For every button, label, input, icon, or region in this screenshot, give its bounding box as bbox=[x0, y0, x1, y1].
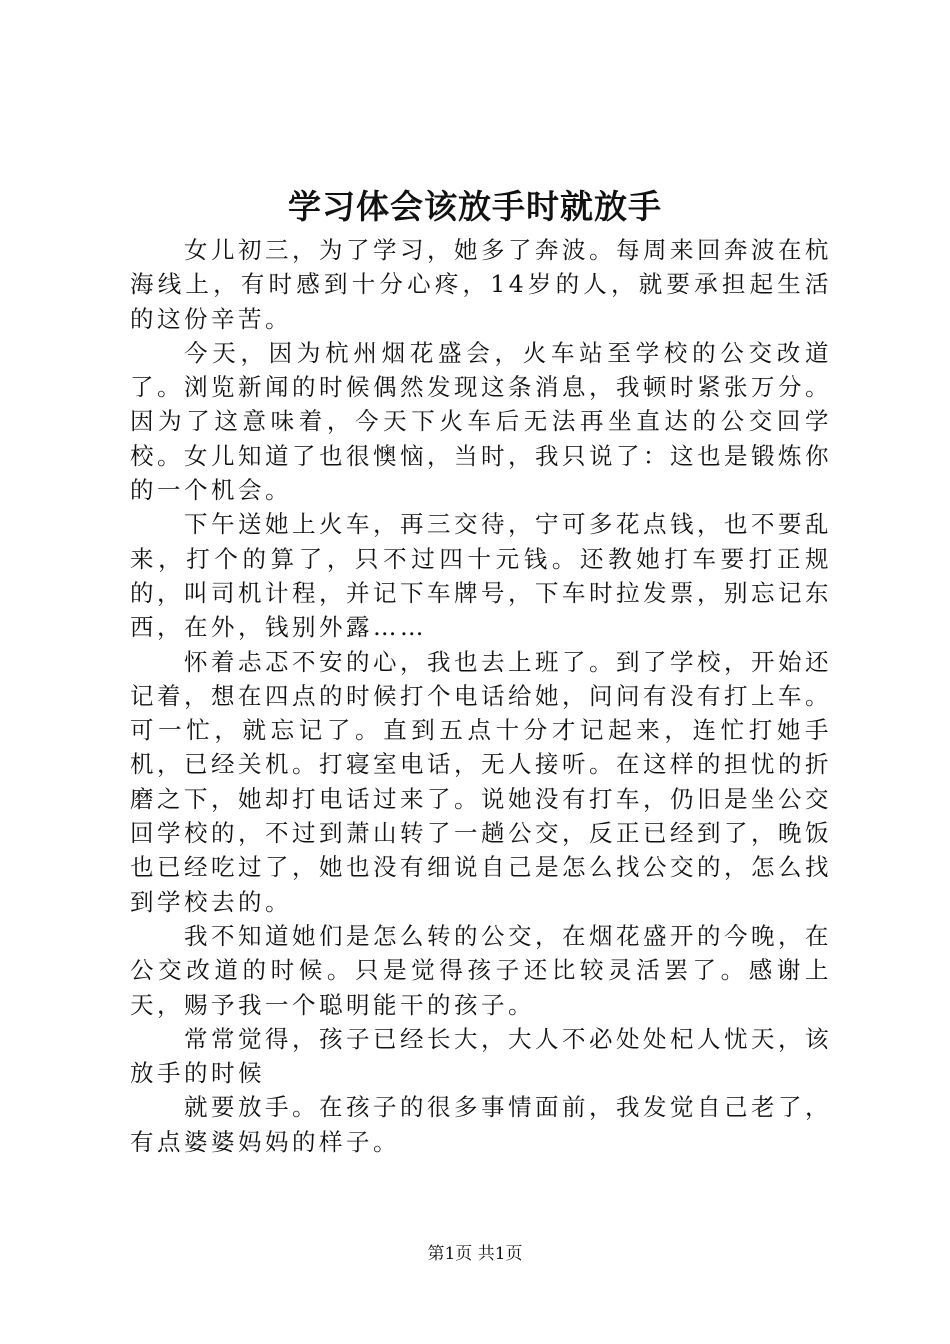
document-body bbox=[130, 233, 832, 1159]
paragraph-5: 我不知道她们是怎么转的公交，在烟花盛开的今晚，在公交改道的时候。只是觉得孩子还比较灵活罢了。感谢上天，赐予我一个聪明能干的孩子。 bbox=[130, 921, 832, 1019]
page-footer: 第1页 共1页 bbox=[427, 1244, 523, 1264]
document-title: 学习体会该放手时就放手 bbox=[288, 187, 662, 226]
paragraph-4: 怀着忐忑不安的心，我也去上班了。到了学校，开始还记着，想在四点的时候打个电话给她，问问有没有打上车。可一忙，就忘记了。直到五点十分才记起来，连忙打她手机，已经关机。打寝室电话，无人接听。在这样的担忧的折磨之下，她却打电话过来了。说她没有打车，仍旧是坐公交回学校的，不过到萧山转了一趟公交，反正已经到了，晚饭也已经吃过了，她也没有细说自己是怎么找公交的，怎么找到学校去的。 bbox=[130, 647, 832, 916]
paragraph-2: 今天，因为杭州烟花盛会，火车站至学校的公交改道了。浏览新闻的时候偶然发现这条消息，我顿时紧张万分。因为了这意味着，今天下火车后无法再坐直达的公交回学校。女儿知道了也很懊恼，当时，我只说了：这也是锻炼你的一个机会。 bbox=[130, 338, 832, 505]
paragraph-6: 常常觉得，孩子已经长大，大人不必处处杞人忧天，该放手的时候 bbox=[130, 1024, 832, 1088]
paragraph-7: 就要放手。在孩子的很多事情面前，我发觉自己老了，有点婆婆妈妈的样子。 bbox=[130, 1093, 832, 1156]
paragraph-1: 女儿初三，为了学习，她多了奔波。每周来回奔波在杭海线上，有时感到十分心疼，14岁的人，就要承担起生活的这份辛苦。 bbox=[130, 236, 832, 333]
paragraph-3: 下午送她上火车，再三交待，宁可多花点钱，也不要乱来，打个的算了，只不过四十元钱。还教她打车要打正规的，叫司机计程，并记下车牌号，下车时拉发票，别忘记东西，在外，钱别外露…… bbox=[130, 510, 832, 642]
